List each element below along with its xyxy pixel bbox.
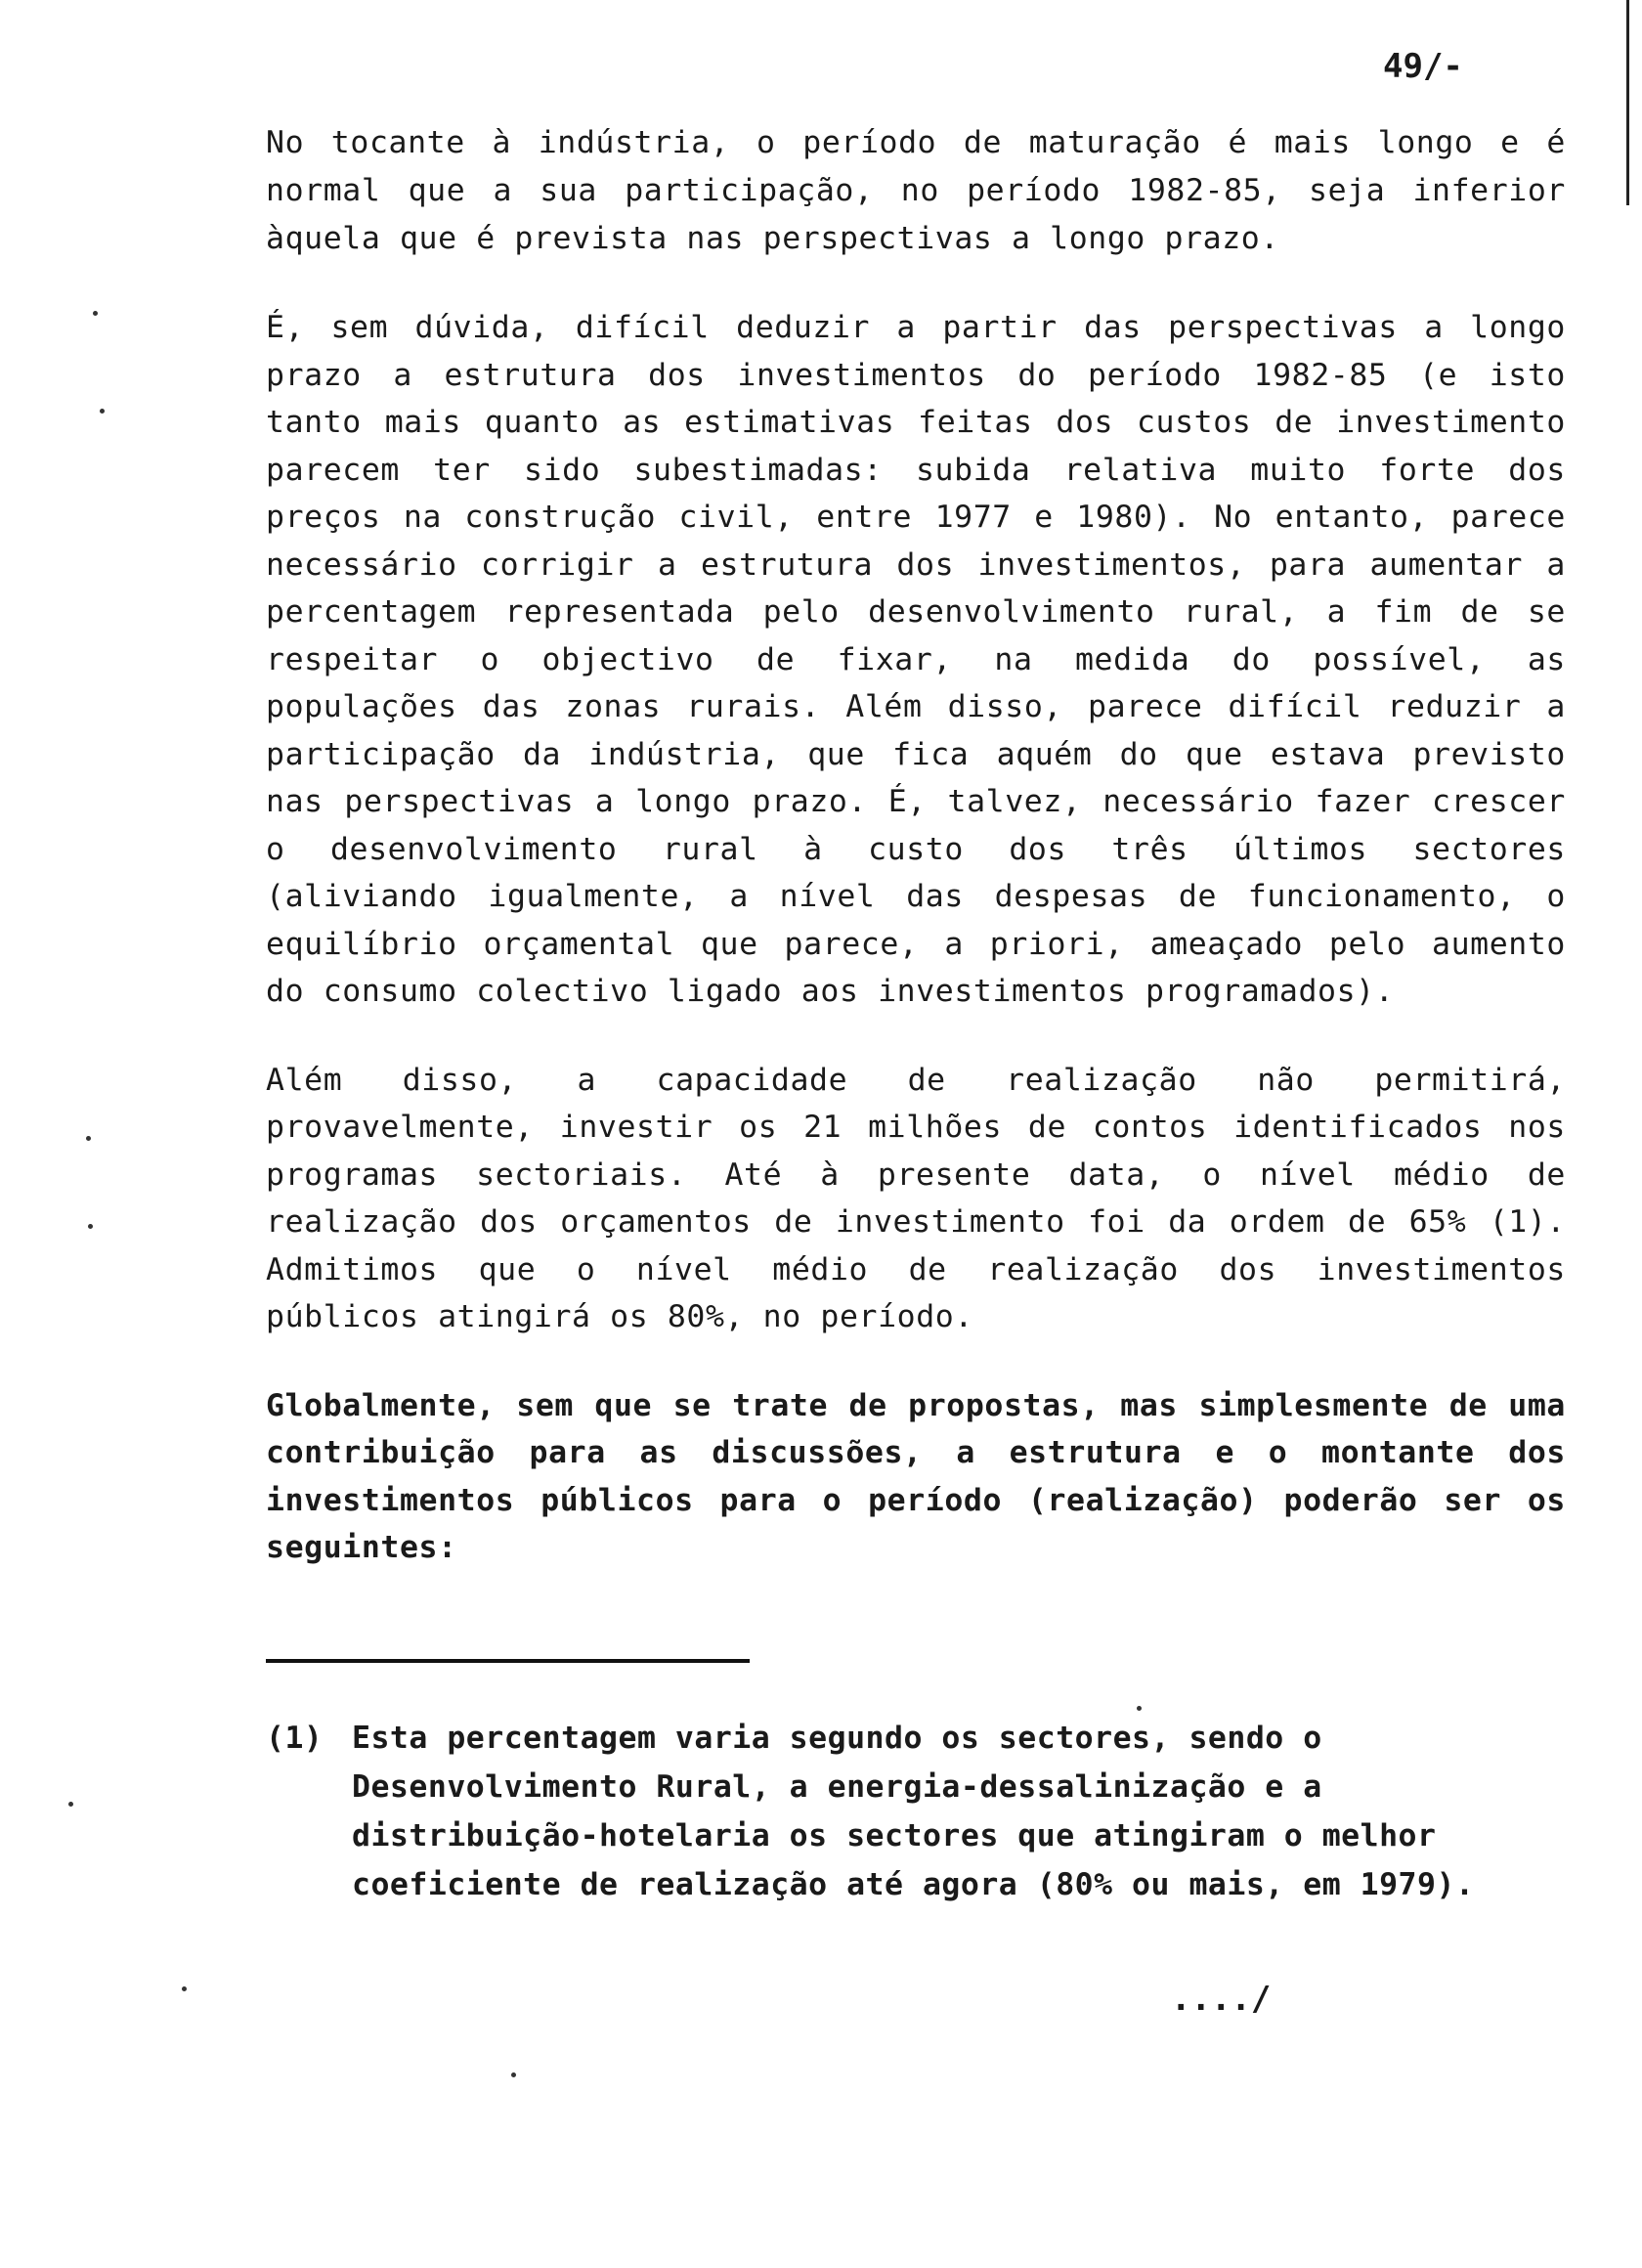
footnote [266, 1714, 1556, 1909]
footnote-marker: (1) [266, 1721, 324, 1756]
paragraph-industry: No tocante à indústria, o período de maturação é mais longo e é normal que a sua participação, no período 1982-85, seja inferior àquela que é prevista nas perspectivas a longo prazo. [266, 125, 1566, 256]
scan-speck [511, 2072, 516, 2077]
scan-speck [182, 1986, 187, 1991]
scan-speck [88, 1224, 93, 1229]
scan-speck [93, 311, 98, 316]
scan-speck [1137, 1706, 1142, 1711]
footnote-text: Esta percentagem varia segundo os sectores, sendo o Desenvolvimento Rural, a energia-dessalinização e a distribuição-hotelaria os sectores que atingiram o melhor coeficiente de realização até agora (80% ou mais, em 1979). [352, 1721, 1475, 1902]
document-body [266, 119, 1566, 1613]
scan-speck [86, 1136, 91, 1141]
scan-speck [100, 409, 105, 414]
page-edge-mark [1626, 0, 1629, 205]
paragraph-global-proposal: Globalmente, sem que se trate de propostas, mas simplesmente de uma contribuição para as discussões, a estrutura e o montante dos investimentos públicos para o período (realização) poderão ser os seguintes: [266, 1387, 1566, 1565]
scan-speck [68, 1802, 73, 1807]
page-number: 49/- [1383, 47, 1463, 86]
footnote-separator [266, 1659, 750, 1663]
paragraph-investment-structure: É, sem dúvida, difícil deduzir a partir das perspectivas a longo prazo a estrutura dos investimentos do período 1982-85 (e isto tanto mais quanto as estimativas feitas dos custos de investimento parecem ter sido subestimadas: subida relativa muito forte dos preços na construção civil, entre 1977 e 1980). No entanto, parece necessário corrigir a estrutura dos investimentos, para aumentar a percentagem representada pelo desenvolvimento rural, a fim de se respeitar o objectivo de fixar, na medida do possível, as populações das zonas rurais. Além disso, parece difícil reduzir a participação da indústria, que fica aquém do que estava previsto nas perspectivas a longo prazo. É, talvez, necessário fazer crescer o desenvolvimento rural à custo dos três últimos sectores (aliviando igualmente, a nível das despesas de funcionamento, o equilíbrio orçamental que parece, a priori, ameaçado pelo aumento do consumo colectivo ligado aos investimentos programados). [266, 310, 1566, 1009]
paragraph-realization-capacity: Além disso, a capacidade de realização não permitirá, provavelmente, investir os 21 milhões de contos identificados nos programas sectoriais. Até à presente data, o nível médio de realização dos orçamentos de investimento foi da ordem de 65% (1). Admitimos que o nível médio de realização dos investimentos públicos atingirá os 80%, no período. [266, 1062, 1566, 1334]
continuation-mark: ..../ [1171, 1980, 1272, 2019]
